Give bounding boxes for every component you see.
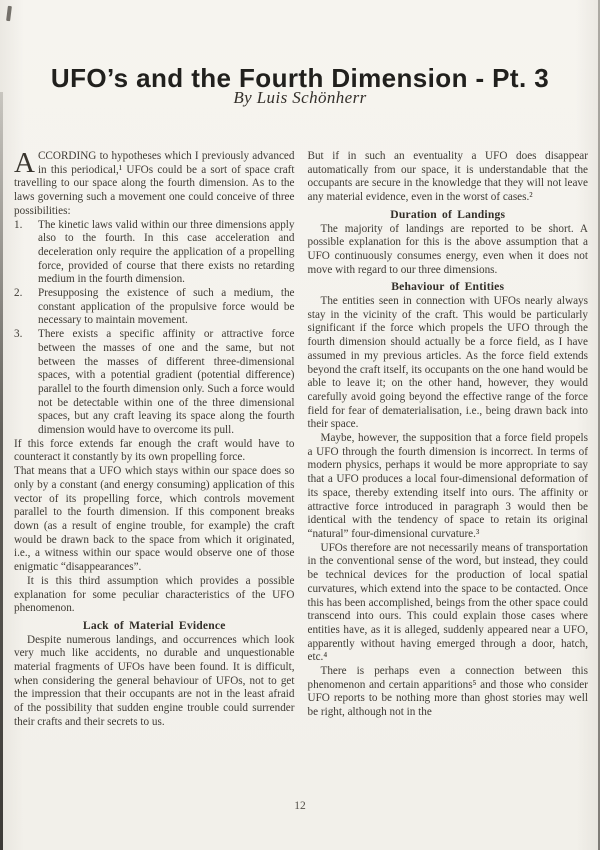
scan-artifact-mark xyxy=(6,6,12,21)
section-heading-behaviour: Behaviour of Entities xyxy=(391,280,505,294)
list-item-text: Presupposing the existence of such a medium, the constant application of the propulsive force would be necessary to maintain movement. xyxy=(38,287,295,327)
article-title: UFO’s and the Fourth Dimension - Pt. 3 xyxy=(50,63,550,94)
drop-cap: A xyxy=(14,147,35,179)
article-columns xyxy=(14,147,588,730)
list-number: 3. xyxy=(14,328,23,341)
paragraph-disappear: But if in such an eventuality a UFO does disappear automatically from our space, it is understandable that the occupants are secure in the knowledge that they will not leave any material evidence, even in the worst of cases.² xyxy=(307,150,588,204)
list-item xyxy=(14,219,295,288)
paragraph-third-assumption: It is this third assumption which provides a possible explanation for some peculiar characteristics of the UFO phenomenon. xyxy=(14,574,295,615)
list-number: 2. xyxy=(14,287,23,300)
paragraph-duration: The majority of landings are reported to be short. A possible explanation for this is the above assumption that a UFO continuously consumes energy, even when it does not move with regard to our three dimensions. xyxy=(307,222,588,276)
paragraph-apparitions: There is perhaps even a connection between this phenomenon and certain apparitions⁵ and those who consider UFO reports to be nothing more than ghost stories may well be right, although not in the xyxy=(307,665,588,719)
list-item-text: There exists a specific affinity or attractive force between the masses of one and the same, but not between the masses of different three-dimensional spaces, with a potential gradient (potential difference) parallel to the fourth dimension only. Such a force would not be detectable within one of the three dimensional spaces, but any craft leaving its space along the fourth dimension would have to overcome its pull. xyxy=(38,328,295,437)
paragraph-material-evidence: Despite numerous landings, and occurrences which look very much like accidents, no durable and unquestionable material fragments of UFOs have been found. It is difficult, when considering the general behaviour of UFOs, not to get the impression that their occupants are not in the least afraid of the possibility that sudden engine trouble could surrender their crafts and their secrets to us. xyxy=(14,633,295,728)
paragraph-entities: The entities seen in connection with UFOs nearly always stay in the vicinity of the craft. This would be particularly significant if the force which propels the UFO through the fourth dimension should actually be a force field, as I have assumed in my previous articles. As the force field extends beyond the craft itself, its occupants on the one hand would be able to leave it; on the other hand, however, they would carefully avoid going beyond the effective range of the force field for fear of dematerialisation, i.e., being drawn back into their space. xyxy=(307,295,588,431)
list-item xyxy=(14,287,295,328)
left-column xyxy=(14,147,295,730)
list-item-text: The kinetic laws valid within our three dimensions apply also to the fourth. In this case acceleration and deceleration only require the application of a propelling force, provided of course that there exists no retarding medium in the fourth dimension. xyxy=(38,218,295,286)
right-column xyxy=(308,150,589,730)
list-continuation-paragraph: That means that a UFO which stays within our space does so only by a constant (and energy consuming) application of this vector of its propelling force, which controls movement parallel to the fourth dimension. If this component breaks down (as a result of engine trouble, for example) the craft would be drawn back to the space from which it originated, i.e., a witness within our space would observe one of those enigmatic “disappearances”. xyxy=(14,465,295,574)
page-number: 12 xyxy=(294,800,306,812)
list-number: 1. xyxy=(14,218,23,231)
scan-edge-left xyxy=(0,92,3,850)
list-continuation-paragraph: If this force extends far enough the craft would have to counteract it constantly by its own propelling force. xyxy=(14,437,295,464)
paragraph-intro-text: CCORDING to hypotheses which I previously advanced in this periodical,¹ UFOs could be a sort of space craft travelling to our space along the fourth dimension. As to the laws governing such a movement one could conceive of three possibilities: xyxy=(14,150,295,217)
article-byline: By Luis Schönherr xyxy=(233,88,367,107)
paragraph-transport: UFOs therefore are not necessarily means of transportation in the conventional sense of the word, but instead, they could be technical devices for the production of local spatial curvatures, which extend into the space to be contacted. Once this has been accomplished, beings from the other space could transcend into ours. This could explain those cases where entities have, as it is alleged, suddenly appeared near a UFO, apparently without having emerged through a door, hatch, etc.⁴ xyxy=(307,541,588,664)
paragraph-intro xyxy=(14,147,295,219)
paragraph-maybe: Maybe, however, the supposition that a force field propels a UFO through the fourth dimension is incorrect. In terms of modern physics, perhaps it would be more appropriate to say that a UFO produces a local four-dimensional deformation of its space, thereby extending itself into ours. The affinity or attractive force introduced in paragraph 3 would then be identical with the tendency of space to retain its original “natural” four-dimensional curvature.³ xyxy=(307,432,588,540)
section-heading-material-evidence: Lack of Material Evidence xyxy=(82,618,226,632)
list-item xyxy=(14,328,295,438)
section-heading-duration: Duration of Landings xyxy=(390,207,506,221)
